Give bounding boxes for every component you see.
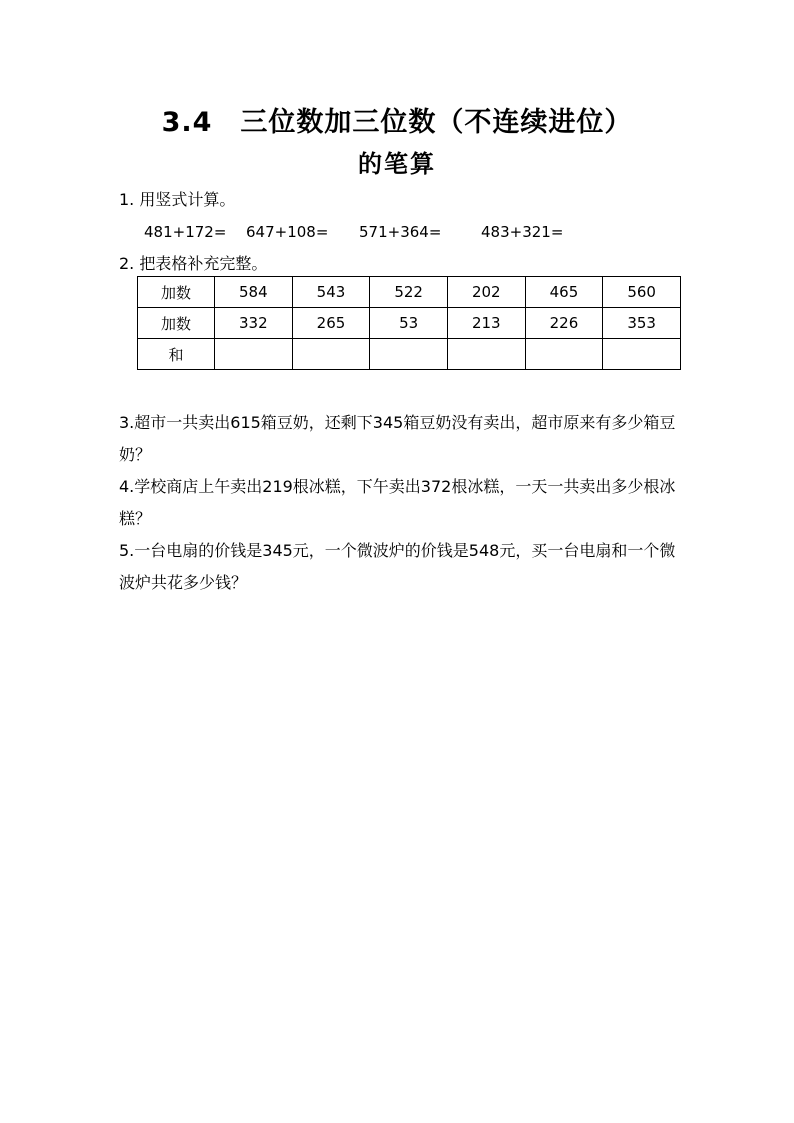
question-2: 2. 把表格补充完整。 <box>119 254 268 273</box>
table-cell: 202 <box>447 277 525 308</box>
table-cell: 53 <box>370 308 448 339</box>
table-cell: 560 <box>603 277 681 308</box>
question-5: 5.一台电扇的价钱是345元，一个微波炉的价钱是548元，买一台电扇和一个微波炉共花多少钱？ <box>119 541 676 592</box>
table-cell: 465 <box>525 277 603 308</box>
table-cell: 353 <box>603 308 681 339</box>
sum-cell <box>370 339 448 370</box>
question-3: 3.超市一共卖出615箱豆奶，还剩下345箱豆奶没有卖出，超市原来有多少箱豆奶？ <box>119 413 676 464</box>
question-4: 4.学校商店上午卖出219根冰糕，下午卖出372根冰糕，一天一共卖出多少根冰糕？ <box>119 477 676 528</box>
row-label: 和 <box>138 339 215 370</box>
question-1: 1. 用竖式计算。 <box>119 190 236 209</box>
table-cell: 226 <box>525 308 603 339</box>
lesson-title: 三位数加三位数（不连续进位） <box>240 107 633 138</box>
table-row-addend-1 <box>138 277 681 308</box>
expression-2: 647+108= <box>246 223 329 241</box>
sum-cell <box>603 339 681 370</box>
expression-3: 571+364= <box>359 223 442 241</box>
addition-table <box>137 276 681 370</box>
table-row-addend-2 <box>138 308 681 339</box>
table-cell: 265 <box>292 308 370 339</box>
table-cell: 522 <box>370 277 448 308</box>
sum-cell <box>447 339 525 370</box>
sum-cell <box>525 339 603 370</box>
table-cell: 332 <box>215 308 293 339</box>
worksheet-title <box>0 100 794 139</box>
row-label: 加数 <box>138 277 215 308</box>
row-label: 加数 <box>138 308 215 339</box>
sum-cell <box>215 339 293 370</box>
table-row-sum <box>138 339 681 370</box>
sum-cell <box>292 339 370 370</box>
worksheet-title-line2: 的笔算 <box>358 150 436 178</box>
table-cell: 213 <box>447 308 525 339</box>
lesson-number: 3.4 <box>161 107 213 138</box>
expression-4: 483+321= <box>481 223 564 241</box>
table-cell: 584 <box>215 277 293 308</box>
expression-1: 481+172= <box>144 223 227 241</box>
table-cell: 543 <box>292 277 370 308</box>
